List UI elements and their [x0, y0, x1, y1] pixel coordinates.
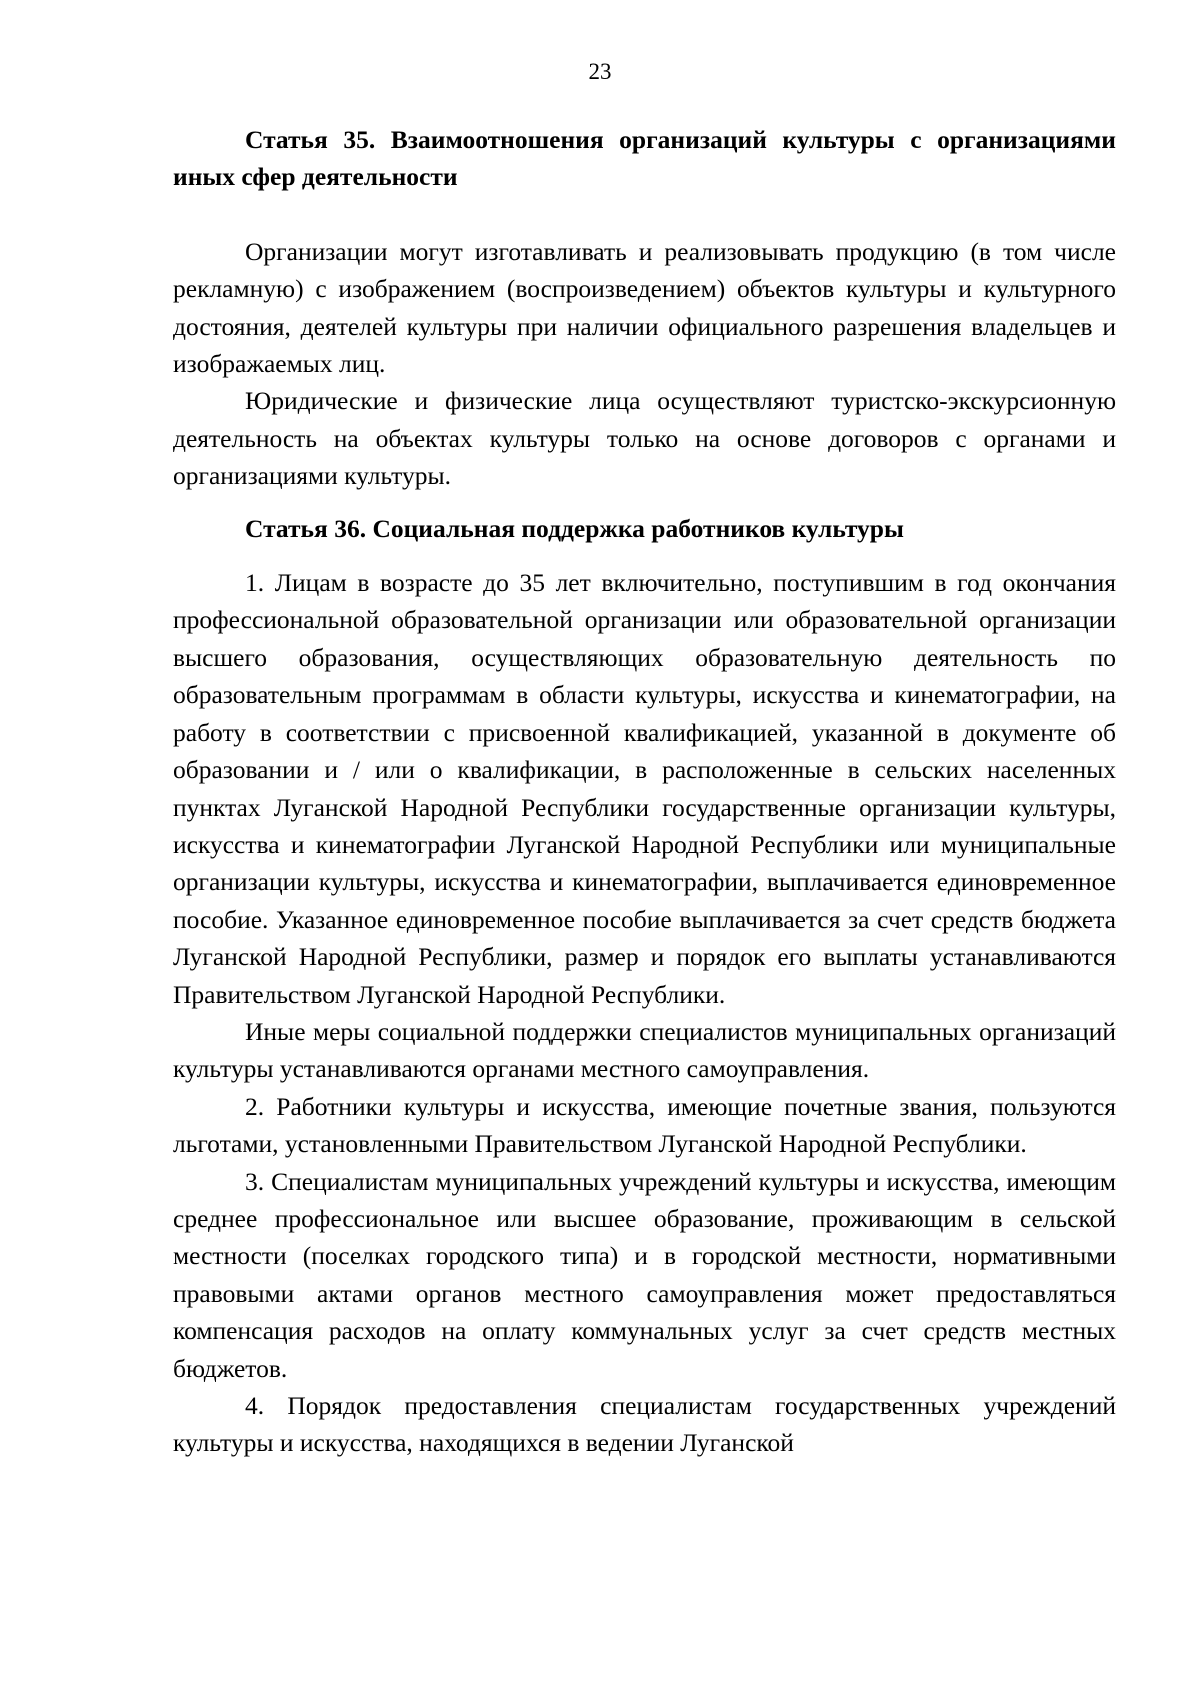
article-36-paragraph: 4. Порядок предоставления специалистам государственных учреждений культуры и искусства, находящихся в ведении Луганской: [173, 1391, 1116, 1458]
article-36-heading: Статья 36. Социальная поддержка работников культуры: [245, 513, 904, 543]
document-body: [173, 121, 1116, 1462]
article-35-paragraph: Юридические и физические лица осуществляют туристско-экскурсионную деятельность на объектах культуры только на основе договоров с органами и организациями культуры.: [173, 386, 1116, 491]
page-number: 23: [588, 59, 612, 84]
article-35-paragraph: Организации могут изготавливать и реализовывать продукцию (в том числе рекламную) с изображением (воспроизведением) объектов культуры и культурного достояния, деятелей культуры при наличии официального разрешения владельцев и изображаемых лиц.: [173, 236, 1116, 379]
article-36-paragraph: Иные меры социальной поддержки специалистов муниципальных организаций культуры устанавливаются органами местного самоуправления.: [173, 1016, 1116, 1084]
article-36-paragraph: 1. Лицам в возрасте до 35 лет включительно, поступившим в год окончания профессиональной образовательной организации или образовательной организации высшего образования, осуществляющих образовательную деятельность по образовательным программам в области культуры, искусства и кинематографии, на работу в соответствии с присвоенной квалификацией, указанной в документе об образовании и / или о квалификации, в расположенные в сельских населенных пунктах Луганской Народной Республики государственные организации культуры, искусства и кинематографии Луганской Народной Республики или муниципальные организации культуры, искусства и кинематографии, выплачивается единовременное пособие. Указанное единовременное пособие выплачивается за счет средств бюджета Луганской Народной Республики, размер и порядок его выплаты устанавливаются Правительством Луганской Народной Республики.: [173, 568, 1116, 1009]
article-35-heading: Статья 35. Взаимоотношения организаций культуры с организациями иных сфер деятельности: [173, 125, 1116, 192]
article-36-paragraph: 3. Специалистам муниципальных учреждений культуры и искусства, имеющим среднее профессиональное или высшее образование, проживающим в сельской местности (поселках городского типа) и в городской местности, нормативными правовыми актами органов местного самоуправления может предоставляться компенсация расходов на оплату коммунальных услуг за счет средств местных бюджетов.: [173, 1166, 1116, 1383]
article-36-paragraph: 2. Работники культуры и искусства, имеющие почетные звания, пользуются льготами, установленными Правительством Луганской Народной Республики.: [173, 1091, 1116, 1159]
